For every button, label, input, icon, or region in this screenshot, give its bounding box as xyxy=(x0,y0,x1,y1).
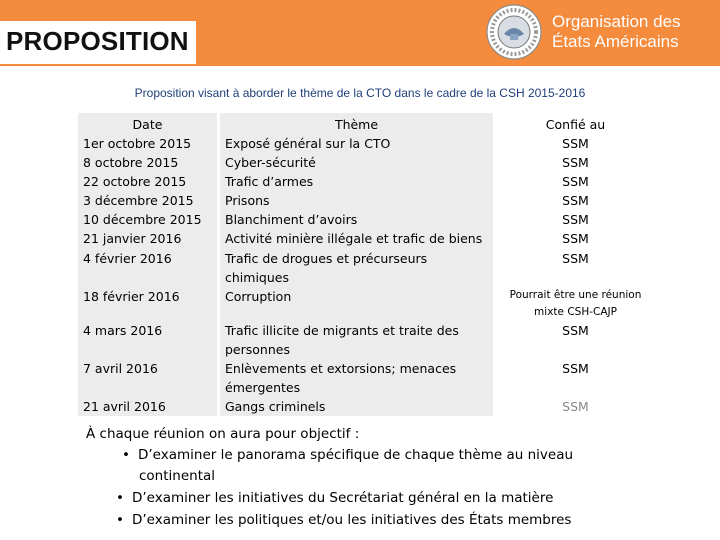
theme-cell: Cyber-sécurité xyxy=(225,155,316,170)
bullet-icon: • xyxy=(122,447,130,463)
assigned-cell: SSM xyxy=(562,212,589,227)
date-cell: 10 décembre 2015 xyxy=(83,212,202,227)
theme-cell: Prisons xyxy=(225,193,270,208)
assigned-cell: SSM xyxy=(562,399,589,414)
date-cell: 21 janvier 2016 xyxy=(83,231,182,246)
objective-item xyxy=(116,510,571,531)
date-cell: 3 décembre 2015 xyxy=(83,193,194,208)
objective-item xyxy=(122,445,573,466)
theme-cell-continued: émergentes xyxy=(225,380,301,395)
assigned-cell: SSM xyxy=(562,155,589,170)
assigned-cell: SSM xyxy=(562,361,589,376)
date-column xyxy=(78,113,217,416)
objective-text-continued: continental xyxy=(139,468,216,484)
theme-cell: Gangs criminels xyxy=(225,399,326,414)
theme-cell: Exposé général sur la CTO xyxy=(225,136,391,151)
date-cell: 18 février 2016 xyxy=(83,289,180,304)
assigned-header: Confié au xyxy=(545,117,606,132)
schedule-table xyxy=(78,113,655,416)
theme-cell: Trafic illicite de migrants et traite des xyxy=(225,323,459,338)
theme-cell: Trafic de drogues et précurseurs xyxy=(225,251,428,266)
assigned-cell: SSM xyxy=(562,174,589,189)
org-name-line1: Organisation des xyxy=(552,12,681,31)
bullet-icon: • xyxy=(116,512,124,528)
org-name-line2: États Américains xyxy=(552,32,679,51)
assigned-cell-note-continued: mixte CSH-CAJP xyxy=(534,306,617,318)
theme-cell: Enlèvements et extorsions; menaces xyxy=(225,361,457,376)
theme-cell: Corruption xyxy=(225,289,292,304)
date-cell: 1er octobre 2015 xyxy=(83,136,192,151)
date-cell: 7 avril 2016 xyxy=(83,361,158,376)
theme-cell: Blanchiment d’avoirs xyxy=(225,212,358,227)
theme-column xyxy=(220,113,493,416)
oas-seal-icon xyxy=(486,4,542,60)
objective-text: D’examiner les initiatives du Secrétariat général en la matière xyxy=(131,490,554,506)
slide-subtitle: Proposition visant à aborder le thème de la CTO dans le cadre de la CSH 2015-2016 xyxy=(134,86,586,100)
date-cell: 4 février 2016 xyxy=(83,251,172,266)
date-cell: 4 mars 2016 xyxy=(83,323,163,338)
assigned-cell-note: Pourrait être une réunion xyxy=(509,289,642,301)
objective-text: D’examiner le panorama spécifique de chaque thème au niveau xyxy=(137,447,574,463)
date-cell: 22 octobre 2015 xyxy=(83,174,187,189)
objective-item xyxy=(116,488,553,509)
assigned-cell: SSM xyxy=(562,136,589,151)
header-bar xyxy=(0,0,720,66)
assigned-column xyxy=(496,113,655,416)
objectives-intro: À chaque réunion on aura pour objectif : xyxy=(86,426,360,442)
theme-cell: Activité minière illégale et trafic de biens xyxy=(225,231,483,246)
bullet-icon: • xyxy=(116,490,124,506)
page-title: PROPOSITION xyxy=(6,26,189,56)
date-cell: 21 avril 2016 xyxy=(83,399,166,414)
theme-cell: Trafic d’armes xyxy=(225,174,314,189)
date-header: Date xyxy=(132,117,163,132)
objective-text: D’examiner les politiques et/ou les initiatives des États membres xyxy=(131,512,572,528)
theme-header: Thème xyxy=(334,117,379,132)
assigned-cell: SSM xyxy=(562,251,589,266)
assigned-cell: SSM xyxy=(562,231,589,246)
assigned-cell: SSM xyxy=(562,193,589,208)
assigned-cell: SSM xyxy=(562,323,589,338)
org-name xyxy=(552,12,681,52)
date-cell: 8 octobre 2015 xyxy=(83,155,179,170)
theme-cell-continued: chimiques xyxy=(225,270,289,285)
theme-cell-continued: personnes xyxy=(225,342,290,357)
title-box xyxy=(0,21,196,64)
